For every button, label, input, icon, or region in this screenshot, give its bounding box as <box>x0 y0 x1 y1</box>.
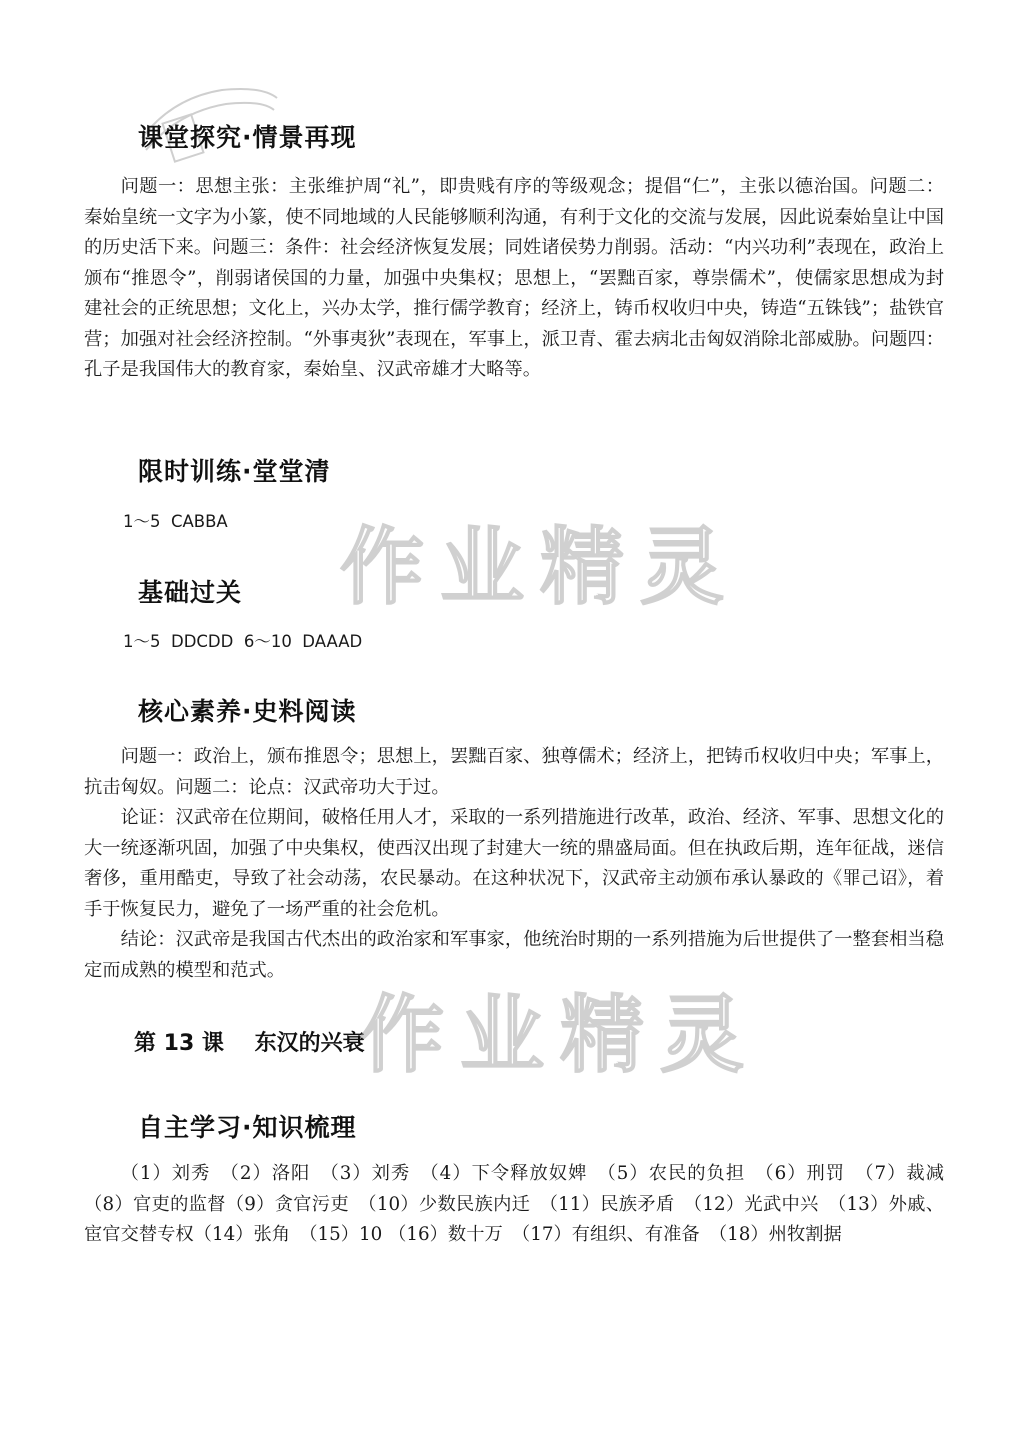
basic-check-answers: 1～5 DDCDD 6～10 DAAAD <box>123 632 363 651</box>
section-heading-basic-check: 基础过关 <box>138 578 243 607</box>
watermark-text: 作业精灵 <box>360 986 761 1084</box>
self-study-answers: （1）刘秀 （2）洛阳 （3）刘秀 （4）下令释放奴婢 （5）农民的负担 （6）刑罚 （7）裁减 （8）官吏的监督（9）贪官污吏 （10）少数民族内迁 （11）民族矛盾 （12）光武中兴 （13）外戚、宦官交替专权（14）张角 （15）10 （16）数十万 （17）有组织、有准备 （18）州牧割据 <box>84 1163 963 1245</box>
classroom-inquiry-answer: 问题一：思想主张：主张维护周“礼”，即贵贱有序的等级观念；提倡“仁”，主张以德治国。问题二：秦始皇统一文字为小篆，使不同地域的人民能够顺利沟通，有利于文化的交流与发展，因此说秦始皇让中国的历史活下来。问题三：条件：社会经济恢复发展；同姓诸侯势力削弱。活动：“内兴功利”表现在，政治上颁布“推恩令”，削弱诸侯国的力量，加强中央集权；思想上，“罢黜百家，尊崇儒术”，使儒家思想成为封建社会的正统思想；文化上，兴办太学，推行儒学教育；经济上，铸币权收归中央，铸造“五铢钱”；盐铁官营；加强对社会经济控制。“外事夷狄”表现在，军事上，派卫青、霍去病北击匈奴消除北部威胁。问题四：孔子是我国伟大的教育家，秦始皇、汉武帝雄才大略等。 <box>84 176 944 380</box>
core-literacy-paragraph-2: 论证：汉武帝在位期间，破格任用人才，采取的一系列措施进行改革，政治、经济、军事、思想文化的大一统逐渐巩固，加强了中央集权，使西汉出现了封建大一统的鼎盛局面。但在执政后期，连年征战，迷信奢侈，重用酷吏，导致了社会动荡，农民暴动。在这种状况下，汉武帝主动颁布承认暴政的《罪己诏》，着手于恢复民力，避免了一场严重的社会危机。 <box>84 807 944 920</box>
section-heading-classroom-inquiry: 课堂探究·情景再现 <box>138 123 357 152</box>
core-literacy-paragraph-1: 问题一：政治上，颁布推恩令；思想上，罢黜百家、独尊儒术；经济上，把铸币权收归中央；军事上，抗击匈奴。问题二：论点：汉武帝功大于过。 <box>84 746 944 798</box>
section-heading-core-literacy: 核心素养·史料阅读 <box>138 697 357 726</box>
watermark-text: 作业精灵 <box>340 518 741 616</box>
core-literacy-paragraph-3: 结论：汉武帝是我国古代杰出的政治家和军事家，他统治时期的一系列措施为后世提供了一整套相当稳定而成熟的模型和范式。 <box>84 929 944 981</box>
section-heading-timed-training: 限时训练·堂堂清 <box>138 457 331 486</box>
lesson-title: 第 13 课 东汉的兴衰 <box>134 1031 365 1056</box>
timed-training-answers: 1～5 CABBA <box>123 512 228 531</box>
section-heading-self-study: 自主学习·知识梳理 <box>138 1113 357 1142</box>
